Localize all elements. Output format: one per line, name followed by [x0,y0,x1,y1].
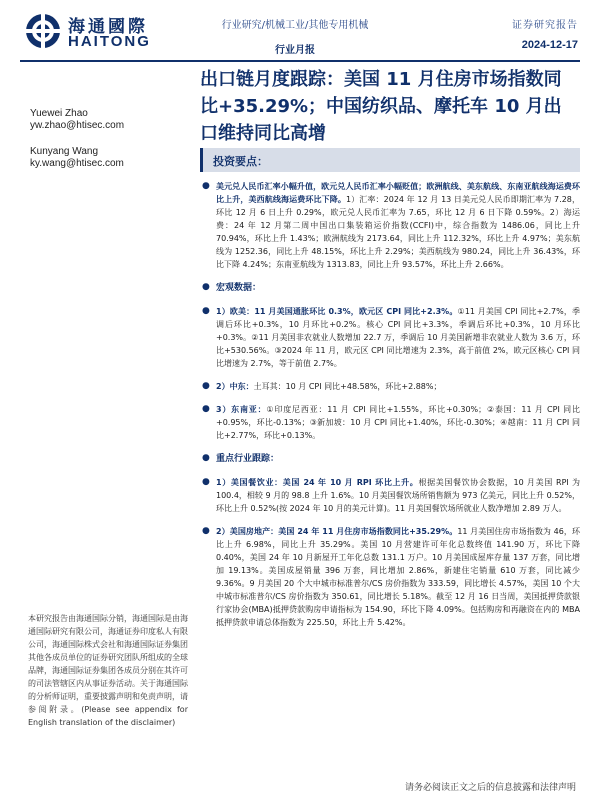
bullet-icon: ● [202,477,210,487]
analyst-email[interactable]: yw.zhao@htisec.com [30,120,125,131]
bullet-icon: ● [202,526,210,536]
housing-body: 11 月美国住房市场指数为 46，环比上升 6.98%，同比上升 35.29%。美国 10 月营建许可年化总数终值 141.90 万，环比下降 0.40%，美国 24 年 10 月新屋开工年化总数 131.1 万户。10 月美国成屋库存量 137 万套，同比增加 19.13%。美国成屋销量 396 万套，同比增加 2.86%，新建住宅销量 610 万套，同比减少 9.36%。9 月美国 20 个大中城市标准普尔/CS 房价指数为 333.59，同比增长 4.57%，美国 10 个大中城市标准普尔/CS 房价指数为 350.61，同比增长 5.18%。截至 12 月 16 日当周，美国抵押贷款银行家协会(MBA)抵押贷款购房申请指标为 154.90，环比下降 4.09%。包括购房和再融资在内的 MBA 抵押贷款申请总体指数为 225.50，环比上升 5.42%。 [216,527,580,627]
header-divider [20,60,580,62]
southeast-asia-body: ①印度尼西亚：11 月 CPI 同比+1.55%，环比+0.30%；②泰国：11 月 CPI 同比+0.95%，环比-0.13%；③新加坡：10 月 CPI 同比+1.40%，环比-0.30%；④越南：11 月 CPI 同比+2.77%，环比+0.13%。 [216,405,580,440]
analyst-list [30,108,190,184]
bullet-icon: ● [202,404,210,414]
housing-headline: 美国 24 年 11 月住房市场指数同比+35.29%。 [278,527,458,536]
brand-name-cn: 海通國際 [68,17,148,37]
dining-label: 1）美国餐饮业： [216,478,283,487]
middle-east-body: 土耳其：10 月 CPI 同比+48.58%，环比+2.88%； [253,382,442,391]
report-label: 证券研究报告 [512,20,578,31]
eu-us-headline: 11 月美国通胀环比 0.3%，欧元区 CPI 同比+2.3%。 [254,307,458,316]
analyst [30,146,190,170]
report-body [200,180,580,639]
bullet-icon: ● [202,381,210,391]
industry-title: 重点行业跟踪： [216,454,280,464]
analyst-email[interactable]: ky.wang@htisec.com [30,158,124,169]
fx-freight-section [200,180,580,271]
bullet-icon: ● [202,453,210,463]
brand-name-en: HAITONG [68,33,151,50]
housing-section [200,525,580,629]
summary-bar [200,148,580,172]
macro-header [200,281,580,295]
analyst-name: Yuewei Zhao [30,108,88,119]
eu-us-label: 1）欧美： [216,307,255,316]
bullet-icon: ● [202,181,210,191]
summary-title: 投资要点： [213,155,268,168]
fx-body: 1）汇率：2024 年 12 月 13 日美元兑人民币即期汇率为 7.28，环比 12 月 6 日上升 0.29%，欧元兑人民币汇率为 7.65，环比 12 月 6 日下降 0.59%。2）海运费：24 年 12 月第二周中国出口集装箱运价指数(CCFI)中，综合指数为 1486.06，同比上升 70.94%，环比上升 1.43%；欧洲航线为 2173.64，同比上升 112.32%，环比上升 4.97%；美东航线为 1252.36，同比上升 48.15%，环比上升 2.29%；美西航线为 980.24，同比上升 36.43%，环比下降 4.24%；东南亚航线为 1313.83，同比上升 93.57%，环比上升 2.66%。 [216,195,580,269]
industry-category: 行业研究/机械工业/其他专用机械 [221,20,369,31]
report-title: 出口链月度跟踪：美国 11 月住房市场指数同比+35.29%；中国纺织品、摩托车 10 月出口维持同比高增 [200,69,562,144]
report-date: 2024-12-17 [521,39,578,51]
eu-us-section [200,305,580,370]
report-type: 行业月报 [275,45,315,56]
dining-section [200,476,580,515]
macro-title: 宏观数据： [216,283,262,293]
southeast-asia-label: 3）东南亚： [216,405,267,414]
eu-us-body: ①11 月美国 CPI 同比+2.7%，季调后环比+0.3%，10 月环比+0.2%。核心 CPI 同比+3.3%，季调后环比+0.3%，10 月环比+0.3%。②11 月美国非农就业人数增加 22.7 万，季调后 10 月美国新增非农就业人数为 3.6 万，环比+530.56%。③2024 年 11 月，欧元区 CPI 同比增速为 2.3%，高于前值 2%，欧元区核心 CPI 同比增速为 2.7%，等于前值 2.7%。 [216,307,580,368]
header-center [220,16,370,56]
haitong-logo [24,8,194,52]
footer-note: 请务必阅读正文之后的信息披露和法律声明 [404,783,576,793]
fx-headline: 美元兑人民币汇率小幅升值，欧元兑人民币汇率小幅贬值；欧洲航线、美东航线、东南亚航线海运费环比上升，美西航线海运费环比下降。 [216,182,580,204]
bullet-icon: ● [202,282,210,292]
haitong-logo-icon [24,12,62,50]
housing-label: 2）美国房地产： [216,527,279,536]
middle-east-section [200,380,580,393]
analyst [30,108,190,132]
southeast-asia-section [200,403,580,442]
analyst-name: Kunyang Wang [30,146,99,157]
header-right [512,16,578,51]
middle-east-label: 2）中东： [216,382,254,391]
bullet-icon: ● [202,306,210,316]
disclaimer: 本研究报告由海通国际分销，海通国际是由海通国际研究有限公司，海通证券印度私人有限公司，海通国际株式会社和海通国际证券集团其他各成员单位的证券研究团队所组成的全球品牌，海通国际证券集团各成员分别在其许可的司法管辖区内从事证券活动。关于海通国际的分析师证明，重要披露声明和免责声明，请参阅附录。(Please see appendix for English translation of the disclaimer) [28,614,188,727]
dining-headline: 美国 24 年 10 月 RPI 环比上升。 [282,478,419,487]
industry-header [200,452,580,466]
dining-body: 根据美国餐饮协会数据，10 月美国 RPI 为 100.4，相较 9 月的 98.8 上升 1.6%。10 月美国餐饮场所销售额为 973 亿美元，同比上升 0.52%，环比上升 0.52%(按 2024 年 10 月的美元计算)。11 月美国餐饮场所就业人数净增加 2.89 万人。 [216,478,580,513]
